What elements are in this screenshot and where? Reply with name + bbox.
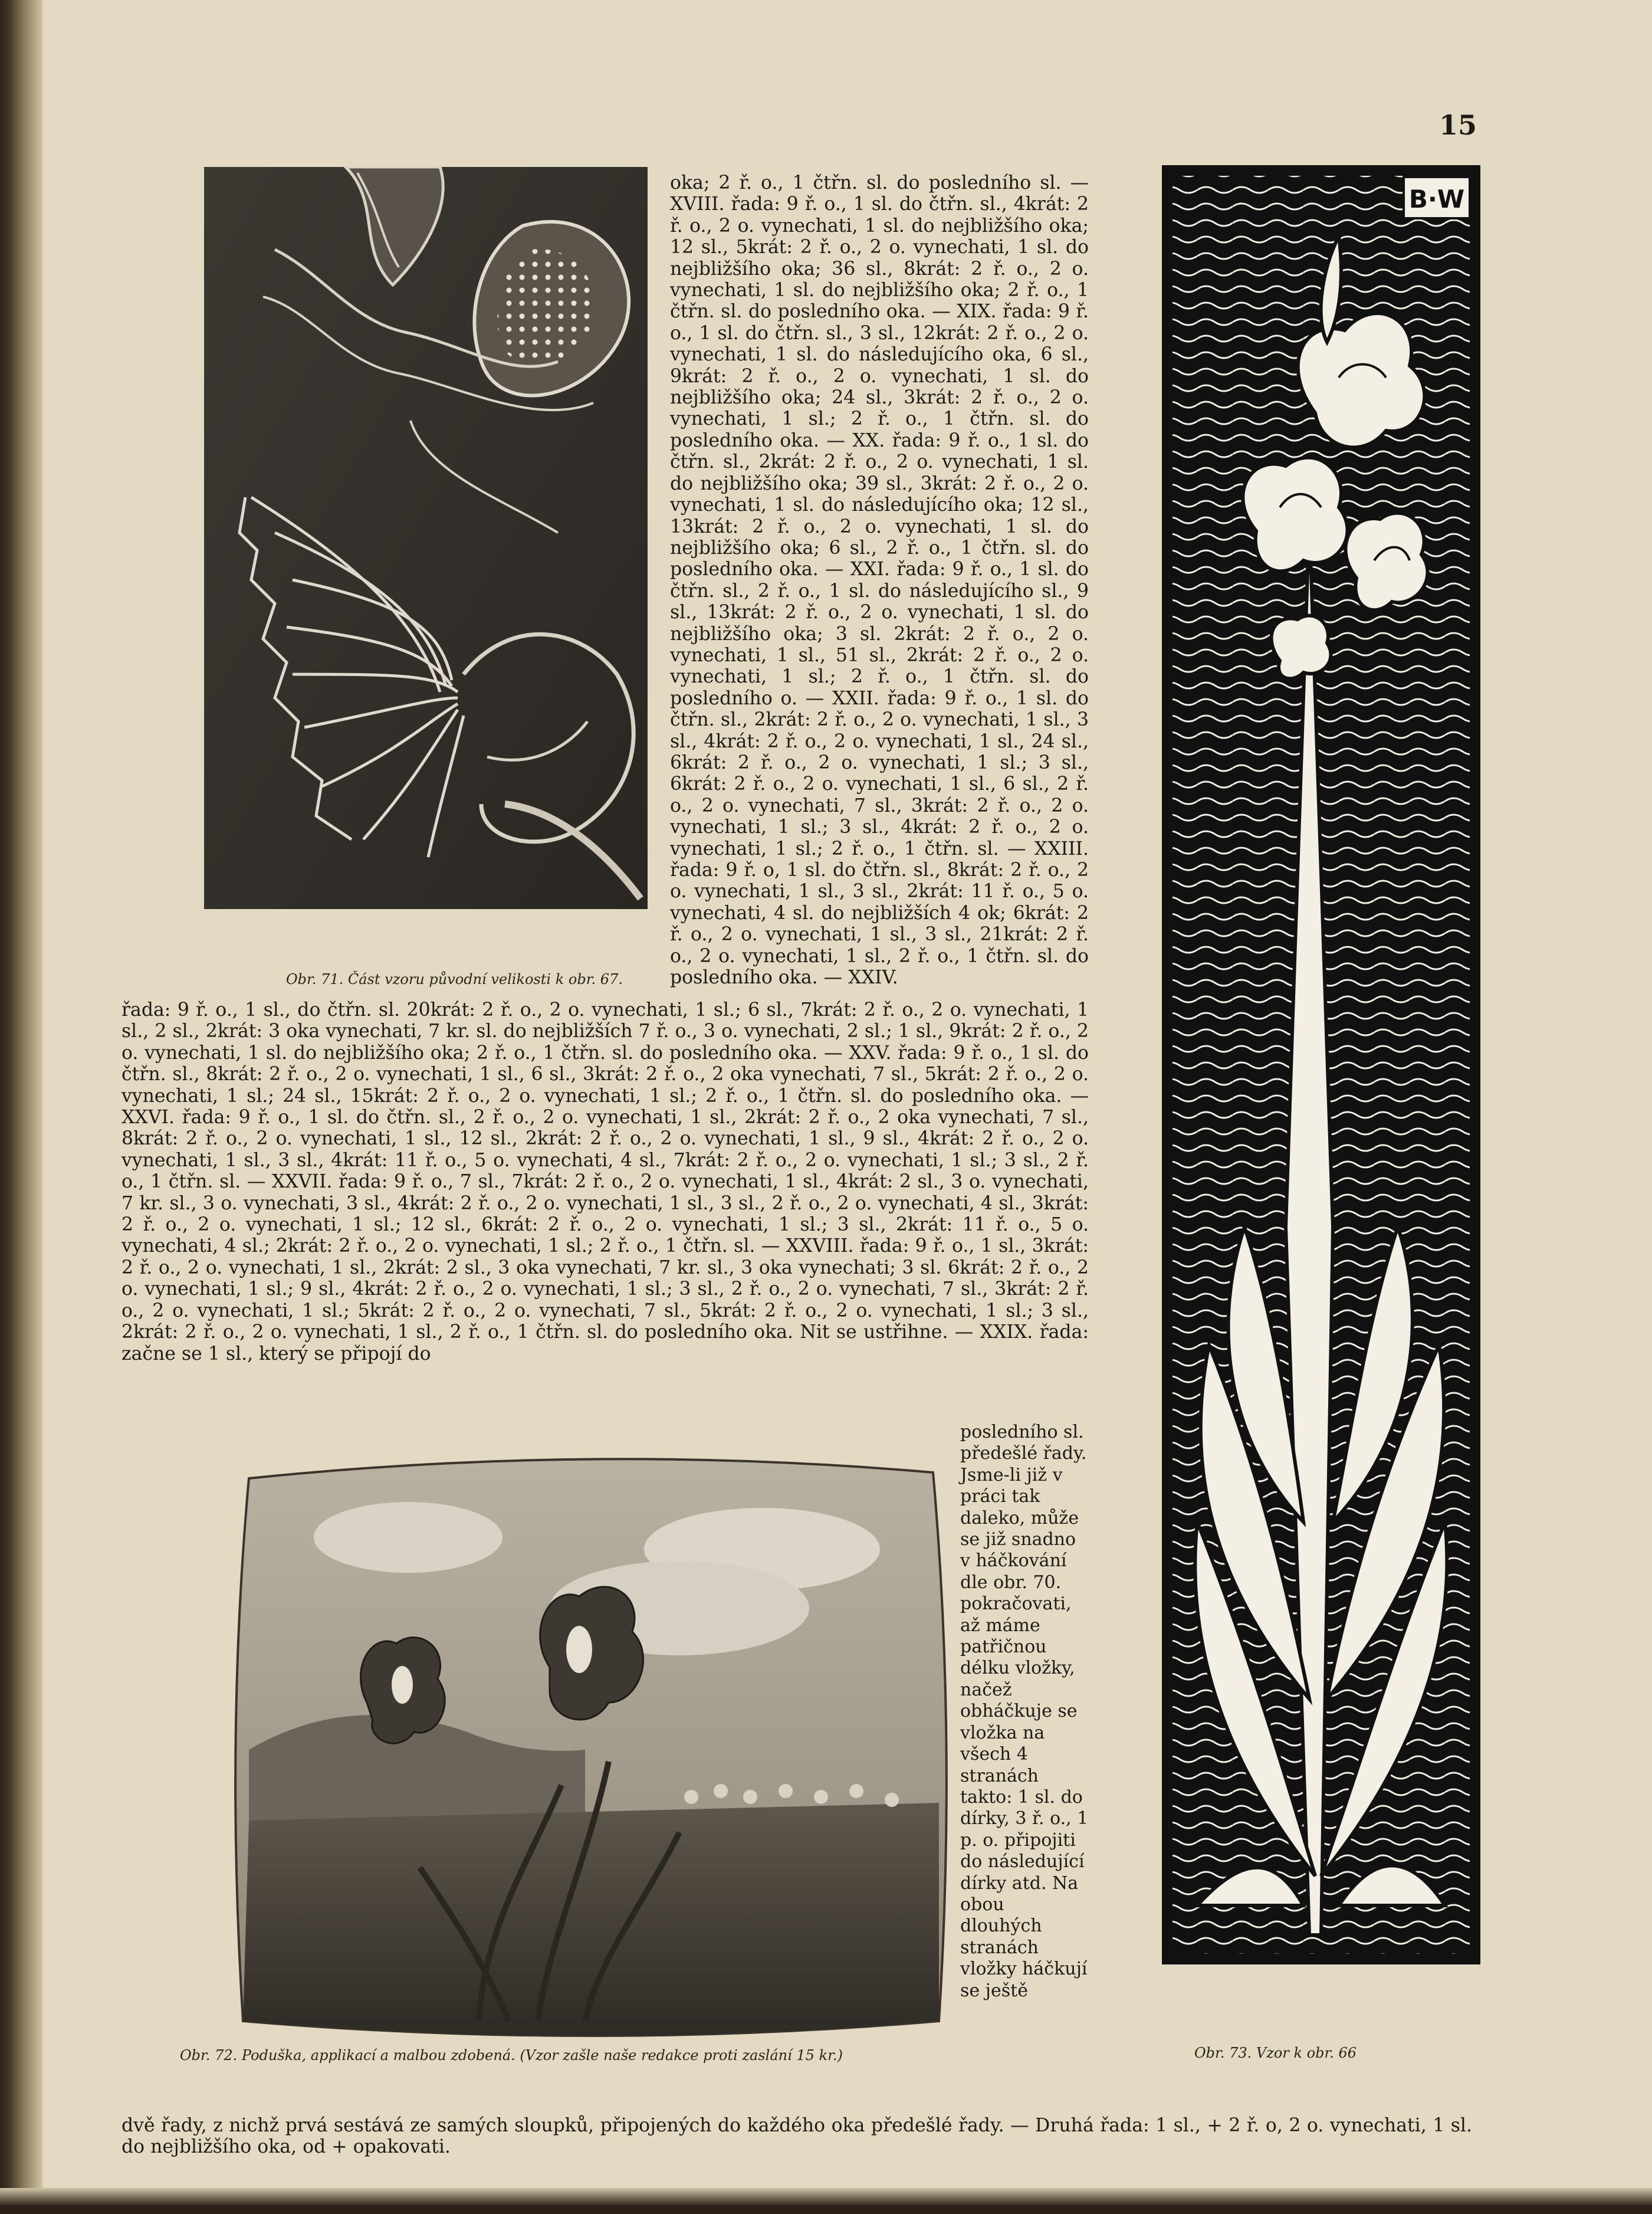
figure-72-caption: Obr. 72. Poduška, applikací a malbou zdobená. (Vzor zašle naše redakce proti zaslání 15 kr.): [180, 2047, 843, 2064]
figure-71-caption: Obr. 71. Část vzoru původní velikosti k obr. 67.: [286, 971, 623, 988]
iris-cushion-image: [231, 1455, 954, 2038]
lily-pattern-illustration: [1162, 165, 1480, 1964]
page-number: 15: [1439, 109, 1477, 141]
figure-73-caption: Obr. 73. Vzor k obr. 66: [1194, 2045, 1357, 2061]
scan-bottom-edge: [0, 2188, 1652, 2214]
embroidery-pattern-image: [204, 167, 648, 909]
paragraph: posledního sl. předešlé řady. Jsme-li již v práci tak daleko, může se již snadno v háčkování dle obr. 70. pokračovati, až máme patřičnou délku vložky, načež obháčkuje se vložka na všech 4 stranách takto: 1 sl. do dírky, 3 ř. o., 1 p. o. připojiti do následující dírky atd. Na obou dlouhých stranách vložky háčkují se ještě: [960, 1422, 1089, 2001]
book-spine-shadow: [0, 0, 42, 2214]
text-column-narrow: [960, 1422, 1089, 2002]
paragraph: řada: 9 ř. o., 1 sl., do čtřn. sl. 20krát: 2 ř. o., 2 o. vynechati, 1 sl.; 6 sl., 7krát: 2 ř. o., 2 o. vynechati, 1 sl., 2 sl., 2krát: 3 oka vynechati, 7 kr. sl. do nejbližších 7 ř. o., 3 o. vynechati, 2 sl.; 1 sl., 9krát: 2 ř. o., 2 o. vynechati, 1 sl. do nejbližšího oka; 2 ř. o., 1 čtřn. sl. do posledního oka. — XXV. řada: 9 ř. o., 1 sl. do čtřn. sl., 8krát: 2 ř. o., 2 o. vynechati, 1 sl., 6 sl., 3krát: 2 ř. o., 2 oka vynechati, 7 sl., 5krát: 2 ř. o., 2 o. vynechati, 1 sl.; 24 sl., 15krát: 2 ř. o., 2 o. vynechati, 1 sl.; 2 ř. o., 1 čtřn. sl. do posledního oka. — XXVI. řada: 9 ř. o., 1 sl. do čtřn. sl., 2 ř. o., 2 o. vynechati, 1 sl., 2krát: 2 ř. o., 2 oka vynechati, 7 sl., 8krát: 2 ř. o., 2 o. vynechati, 1 sl., 12 sl., 2krát: 2 ř. o., 2 o. vynechati, 1 sl., 9 sl., 4krát: 2 ř. o., 2 o. vynechati, 1 sl., 3 sl., 4krát: 11 ř. o., 5 o. vynechati, 4 sl., 7krát: 2 ř. o., 2 o. vynechati, 1 sl.; 3 sl., 2 ř. o., 1 čtřn. sl. — XXVII. řada: 9 ř. o., 7 sl., 7krát: 2 ř. o., 2 o. vynechati, 1 sl., 4krát: 2 sl., 3 o. vynechati, 7 kr. sl., 3 o. vynechati, 3 sl., 4krát: 2 ř. o., 2 o. vynechati, 1 sl., 3 sl., 2 ř. o., 2 o. vynechati, 4 sl., 3krát: 2 ř. o., 2 o. vynechati, 1 sl.; 12 sl., 6krát: 2 ř. o., 2 o. vynechati, 1 sl.; 3 sl., 2krát: 11 ř. o., 5 o. vynechati, 4 sl.; 2krát: 2 ř. o., 2 o. vynechati, 1 sl.; 2 ř. o., 1 čtřn. sl. — XXVIII. řada: 9 ř. o., 1 sl., 3krát: 2 ř. o., 2 o. vynechati, 1 sl., 2krát: 2 sl., 3 oka vynechati, 7 kr. sl., 3 oka vynechati; 3 sl. 6krát: 2 ř. o., 2 o. vynechati, 1 sl.; 9 sl., 4krát: 2 ř. o., 2 o. vynechati, 1 sl.; 3 sl., 2 ř. o., 2 o. vynechati, 7 sl., 3krát: 2 ř. o., 2 o. vynechati, 1 sl.; 5krát: 2 ř. o., 2 o. vynechati, 7 sl., 5krát: 2 ř. o., 2 o. vynechati, 1 sl.; 3 sl., 2krát: 2 ř. o., 2 o. vynechati, 1 sl., 2 ř. o., 1 čtřn. sl. do posledního oka. Nit se ustřihne. — XXIX. řada: začne se 1 sl., který se připojí do: [121, 999, 1089, 1365]
figure-71: [204, 167, 648, 909]
figure-73: [1162, 165, 1480, 1964]
paragraph: oka; 2 ř. o., 1 čtřn. sl. do posledního sl. — XVIII. řada: 9 ř. o., 1 sl. do čtřn. sl., 4krát: 2 ř. o., 2 o. vynechati, 1 sl. do nejbližšího oka; 12 sl., 5krát: 2 ř. o., 2 o. vynechati, 1 sl. do nejbližšího oka; 36 sl., 8krát: 2 ř. o., 2 o. vynechati, 1 sl. do nejbližšího oka; 2 ř. o., 1 čtřn. sl. do posledního oka. — XIX. řada: 9 ř. o., 1 sl. do čtřn. sl., 3 sl., 12krát: 2 ř. o., 2 o. vynechati, 1 sl. do následujícího oka, 6 sl., 9krát: 2 ř. o., 2 o. vynechati, 1 sl. do nejbližšího oka; 24 sl., 3krát: 2 ř. o., 2 o. vynechati, 1 sl.; 2 ř. o., 1 čtřn. sl. do posledního oka. — XX. řada: 9 ř. o., 1 sl. do čtřn. sl., 2krát: 2 ř. o., 2 o. vynechati, 1 sl. do nejbližšího oka; 39 sl., 3krát: 2 ř. o., 2 o. vynechati, 1 sl. do následujícího oka; 12 sl., 13krát: 2 ř. o., 2 o. vynechati, 1 sl. do nejbližšího oka; 6 sl., 2 ř. o., 1 čtřn. sl. do posledního oka. — XXI. řada: 9 ř. o., 1 sl. do čtřn. sl., 2 ř. o., 1 sl. do následujícího sl., 9 sl., 13krát: 2 ř. o., 2 o. vynechati, 1 sl. do nejbližšího oka; 3 sl. 2krát: 2 ř. o., 2 o. vynechati, 1 sl., 51 sl., 2krát: 2 ř. o., 2 o. vynechati, 1 sl.; 2 ř. o., 1 čtřn. sl. do posledního o. — XXII. řada: 9 ř. o., 1 sl. do čtřn. sl., 2krát: 2 ř. o., 2 o. vynechati, 1 sl., 3 sl., 4krát: 2 ř. o., 2 o. vynechati, 1 sl., 24 sl., 6krát: 2 ř. o., 2 o. vynechati, 1 sl.; 3 sl., 6krát: 2 ř. o., 2 o. vynechati, 1 sl., 6 sl., 2 ř. o., 2 o. vynechati, 7 sl., 3krát: 2 ř. o., 2 o. vynechati, 1 sl.; 3 sl., 4krát: 2 ř. o., 2 o. vynechati, 1 sl.; 2 ř. o., 1 čtřn. sl. — XXIII. řada: 9 ř. o, 1 sl. do čtřn. sl., 8krát: 2 ř. o., 2 o. vynechati, 1 sl., 3 sl., 2krát: 11 ř. o., 5 o. vynechati, 4 sl. do nejbližších 4 ok; 6krát: 2 ř. o., 2 o. vynechati, 1 sl., 3 sl., 21krát: 2 ř. o., 2 o. vynechati, 1 sl., 2 ř. o., 1 čtřn. sl. do posledního oka. — XXIV.: [670, 172, 1089, 989]
text-full-width: [121, 999, 1089, 1365]
figure-72: [231, 1455, 954, 2038]
bw-monogram: B·W: [1408, 185, 1465, 214]
text-column-right: [670, 172, 1089, 988]
paragraph: dvě řady, z nichž prvá sestává ze samých sloupků, připojených do každého oka předešlé řady. — Druhá řada: 1 sl., + 2 ř. o, 2 o. vynechati, 1 sl. do nejbližšího oka, od + opakovati.: [121, 2115, 1472, 2158]
text-bottom-lines: [121, 2115, 1472, 2158]
